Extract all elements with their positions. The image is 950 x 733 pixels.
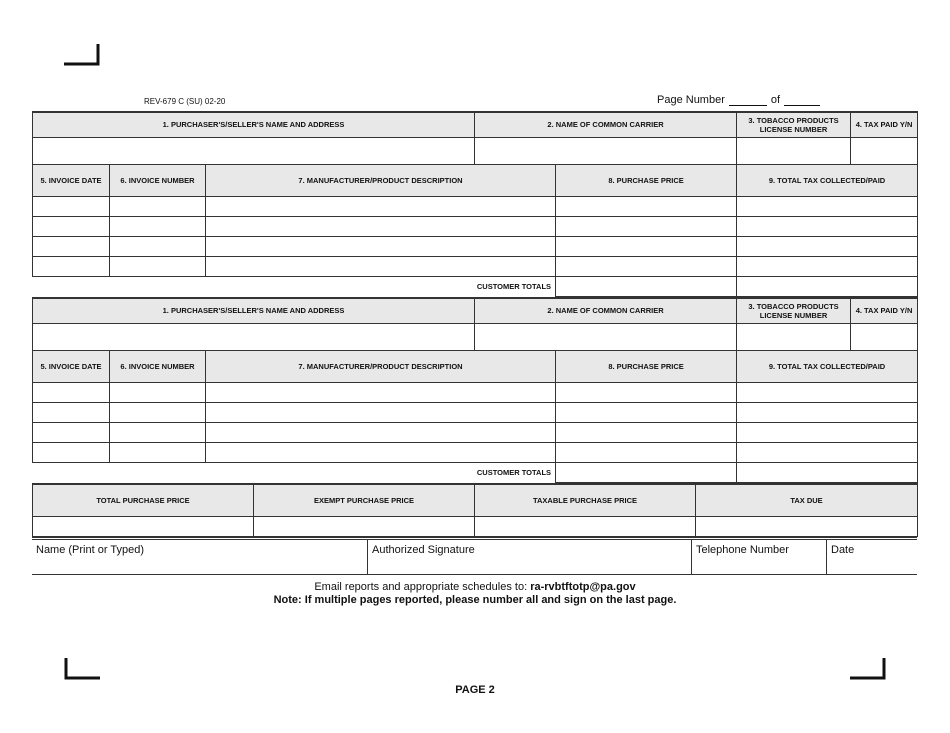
license-input[interactable] bbox=[737, 323, 851, 350]
carrier-input[interactable] bbox=[475, 323, 737, 350]
header-invoice-date: 5. INVOICE DATE bbox=[33, 350, 110, 382]
page-number-field: Page Number of bbox=[657, 94, 820, 106]
header-invoice-number: 6. INVOICE NUMBER bbox=[110, 350, 206, 382]
header-tax-paid: 4. TAX PAID Y/N bbox=[851, 112, 918, 137]
name-field[interactable]: Name (Print or Typed) bbox=[32, 540, 368, 574]
page-label: PAGE 2 bbox=[455, 684, 495, 696]
table-row[interactable] bbox=[33, 422, 110, 442]
table-row[interactable] bbox=[33, 382, 110, 402]
table-row[interactable] bbox=[33, 196, 110, 216]
customer-totals-label: CUSTOMER TOTALS bbox=[33, 276, 556, 296]
table-row[interactable] bbox=[33, 216, 110, 236]
header-exempt-purchase-price: EXEMPT PURCHASE PRICE bbox=[254, 484, 475, 516]
customer-totals-tax-input[interactable] bbox=[737, 462, 918, 482]
table-row[interactable] bbox=[33, 236, 110, 256]
header-carrier: 2. NAME OF COMMON CARRIER bbox=[475, 112, 737, 137]
table-row[interactable] bbox=[33, 442, 110, 462]
table-row[interactable] bbox=[33, 256, 110, 276]
customer-totals-price-input[interactable] bbox=[556, 462, 737, 482]
header-taxable-purchase-price: TAXABLE PURCHASE PRICE bbox=[475, 484, 696, 516]
header-purchaser: 1. PURCHASER'S/SELLER'S NAME AND ADDRESS bbox=[33, 112, 475, 137]
corner-mark-bottom-right bbox=[848, 656, 888, 682]
header-total-tax: 9. TOTAL TAX COLLECTED/PAID bbox=[737, 350, 918, 382]
tax-paid-input[interactable] bbox=[851, 137, 918, 164]
header-total-purchase-price: TOTAL PURCHASE PRICE bbox=[33, 484, 254, 516]
header-tax-due: TAX DUE bbox=[696, 484, 918, 516]
section-2-table bbox=[32, 297, 918, 483]
header-license: 3. TOBACCO PRODUCTS LICENSE NUMBER bbox=[737, 298, 851, 323]
header-purchaser: 1. PURCHASER'S/SELLER'S NAME AND ADDRESS bbox=[33, 298, 475, 323]
purchaser-input[interactable] bbox=[33, 137, 475, 164]
section-1-table bbox=[32, 111, 918, 297]
page-number-input[interactable] bbox=[729, 95, 767, 106]
telephone-field[interactable]: Telephone Number bbox=[692, 540, 827, 574]
header-description: 7. MANUFACTURER/PRODUCT DESCRIPTION bbox=[206, 350, 556, 382]
header-description: 7. MANUFACTURER/PRODUCT DESCRIPTION bbox=[206, 164, 556, 196]
taxable-purchase-price-input[interactable] bbox=[475, 516, 696, 536]
purchaser-input[interactable] bbox=[33, 323, 475, 350]
corner-mark-top-left bbox=[62, 42, 102, 68]
customer-totals-label: CUSTOMER TOTALS bbox=[33, 462, 556, 482]
header-invoice-date: 5. INVOICE DATE bbox=[33, 164, 110, 196]
total-purchase-price-input[interactable] bbox=[33, 516, 254, 536]
header-invoice-number: 6. INVOICE NUMBER bbox=[110, 164, 206, 196]
table-row[interactable] bbox=[33, 402, 110, 422]
email-link[interactable]: ra-rvbtftotp@pa.gov bbox=[530, 581, 636, 593]
authorized-signature-field[interactable]: Authorized Signature bbox=[368, 540, 692, 574]
header-total-tax: 9. TOTAL TAX COLLECTED/PAID bbox=[737, 164, 918, 196]
footer-note: Email reports and appropriate schedules to: ra-rvbtftotp@pa.gov Note: If multiple pages reported, please number all and sign on the last page. bbox=[0, 581, 950, 607]
exempt-purchase-price-input[interactable] bbox=[254, 516, 475, 536]
customer-totals-tax-input[interactable] bbox=[737, 276, 918, 296]
tax-due-input[interactable] bbox=[696, 516, 918, 536]
license-input[interactable] bbox=[737, 137, 851, 164]
summary-table bbox=[32, 483, 918, 537]
corner-mark-bottom-left bbox=[62, 656, 102, 682]
page-total-input[interactable] bbox=[784, 95, 820, 106]
header-purchase-price: 8. PURCHASE PRICE bbox=[556, 164, 737, 196]
customer-totals-price-input[interactable] bbox=[556, 276, 737, 296]
date-field[interactable]: Date bbox=[831, 544, 855, 556]
header-tax-paid: 4. TAX PAID Y/N bbox=[851, 298, 918, 323]
header-license: 3. TOBACCO PRODUCTS LICENSE NUMBER bbox=[737, 112, 851, 137]
header-carrier: 2. NAME OF COMMON CARRIER bbox=[475, 298, 737, 323]
tax-paid-input[interactable] bbox=[851, 323, 918, 350]
multi-page-note: Note: If multiple pages reported, please number all and sign on the last page. bbox=[273, 594, 677, 606]
carrier-input[interactable] bbox=[475, 137, 737, 164]
form-id: REV-679 C (SU) 02-20 bbox=[144, 97, 226, 106]
signature-row bbox=[32, 537, 917, 575]
header-purchase-price: 8. PURCHASE PRICE bbox=[556, 350, 737, 382]
